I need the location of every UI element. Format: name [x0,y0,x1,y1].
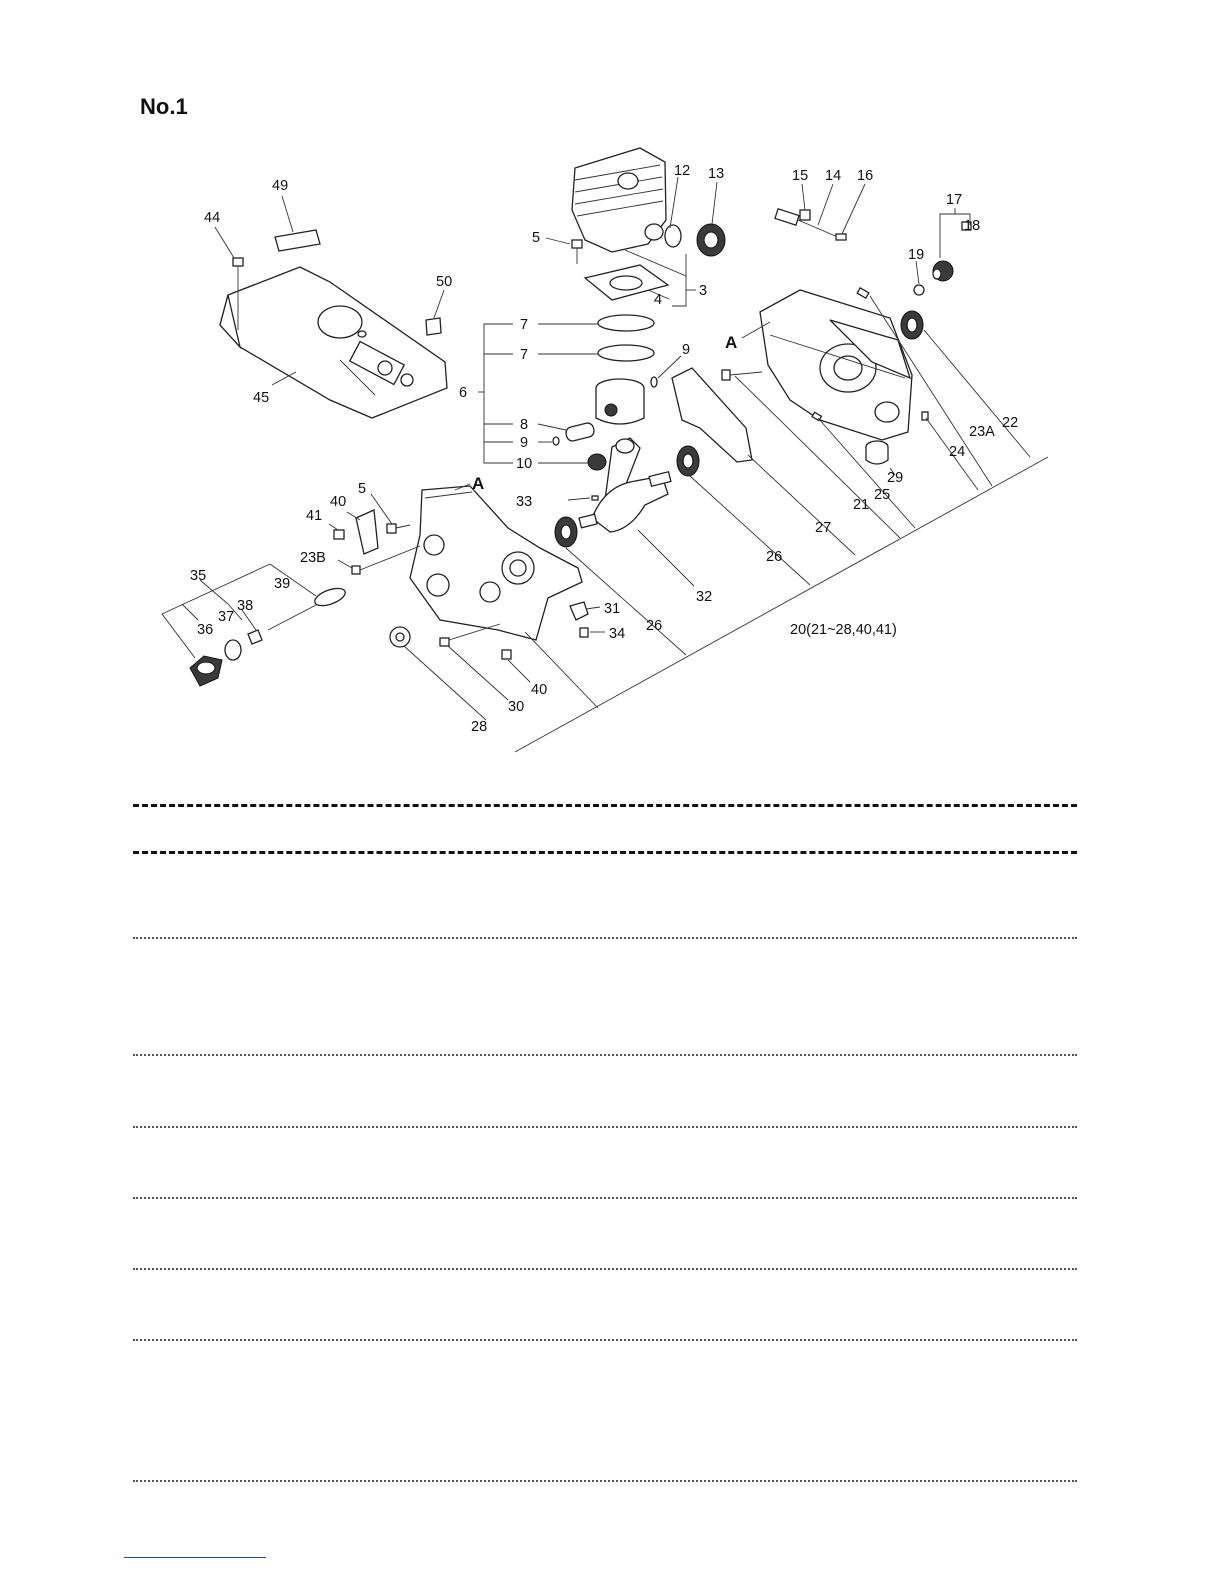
pin-23a-part [857,288,869,298]
callout-15: 15 [792,168,809,184]
callout-31: 31 [604,601,621,617]
callout-32: 32 [696,589,713,605]
washer-19-part [914,285,924,295]
callout-8: 8 [520,417,529,433]
callout-45: 45 [253,390,270,406]
nut-15-part [800,210,810,220]
marker-a-right: A [725,333,738,352]
parts-list-row-rule [133,1197,1077,1199]
callout-7-upper: 7 [520,317,529,333]
bearing-26a-part [677,446,699,476]
screw-34-part [580,628,588,637]
clip-38-part [248,630,262,644]
screw-40b-part [502,650,511,659]
callout-22: 22 [1002,415,1019,431]
buffer-29-part [866,441,888,464]
callout-9-lower: 9 [520,435,529,451]
circlip-9b-part [553,437,559,445]
callout-39: 39 [274,576,291,592]
callout-24: 24 [949,444,966,460]
o-ring-37-part [225,640,241,660]
callout-20: 20(21~28,40,41) [790,622,897,638]
circlip-9-part [651,377,657,387]
parts-list-header-bottom-rule [133,851,1077,854]
callout-5-lower: 5 [358,481,367,497]
stud-23b-part [352,546,420,574]
callout-10: 10 [516,456,533,472]
piston-ring-7b-part [598,345,654,361]
piston-ring-7a-part [598,315,654,331]
bracket-40-part [356,510,378,554]
callout-6: 6 [459,385,468,401]
callout-40-lower: 40 [531,682,548,698]
screw-41-part [334,530,344,539]
piston-pin-8-part [565,422,596,442]
callout-13: 13 [708,166,725,182]
parts-list-row-rule [133,1480,1077,1482]
callout-30: 30 [508,699,525,715]
needle-bearing-10-part [588,454,606,470]
callout-3: 3 [699,283,708,299]
crankshaft-part [579,438,671,532]
bolt-5-part [572,240,582,264]
oil-seal-22-part [901,311,923,339]
oil-cap-36-part [190,656,222,686]
callout-41: 41 [306,508,323,524]
callout-19: 19 [908,247,925,263]
callout-38: 38 [237,598,254,614]
parts-list-row-rule [133,1126,1077,1128]
callout-33: 33 [516,494,533,510]
callout-26-left: 26 [646,618,663,634]
page-title: No.1 [140,94,188,119]
parts-list-row-rule [133,1054,1077,1056]
callout-25: 25 [874,487,891,503]
parts-list-row-rule [133,1339,1077,1341]
bushing-17-part [933,261,953,281]
spark-arrestor-13-part [697,224,725,256]
callout-9-upper: 9 [682,342,691,358]
callout-26-right: 26 [766,549,783,565]
cylinder-part [572,148,666,252]
callout-37: 37 [218,609,235,625]
label-49-part [275,230,320,251]
callout-18: 18 [964,218,981,234]
callout-28: 28 [471,719,488,735]
label-50-part [426,318,441,335]
callout-21: 21 [853,497,870,513]
pin-16-part [836,234,846,240]
callout-17: 17 [946,192,963,208]
bolt-5b-part [387,524,410,533]
callout-23a: 23A [969,424,995,440]
parts-list-row-rule [133,937,1077,939]
o-ring-12-part [665,225,681,247]
callout-16: 16 [857,168,874,184]
callout-44: 44 [204,210,221,226]
callout-27: 27 [815,520,832,536]
piston-part [596,379,644,424]
callout-49: 49 [272,178,289,194]
callout-40-upper: 40 [330,494,347,510]
crankcase-right-part [760,290,912,440]
callout-5-upper: 5 [532,230,541,246]
parts-list-header-top-rule [133,804,1077,807]
footer-link-underline [124,1557,266,1558]
callout-12: 12 [674,163,691,179]
callout-29: 29 [887,470,904,486]
key-33-part [592,496,598,500]
crankcase-left-part [410,486,582,640]
callout-50: 50 [436,274,453,290]
callout-4: 4 [654,292,663,308]
callout-35: 35 [190,568,207,584]
bolt-21-part [722,370,762,380]
callout-7-lower: 7 [520,347,529,363]
callout-34: 34 [609,626,626,642]
callout-23b: 23B [300,550,326,566]
callout-36: 36 [197,622,214,638]
callout-14: 14 [825,168,842,184]
lever-31-part [570,602,588,620]
bearing-26b-part [555,517,577,547]
parts-list-row-rule [133,1268,1077,1270]
marker-a-left: A [472,474,485,493]
oil-seal-28-part [390,627,410,647]
